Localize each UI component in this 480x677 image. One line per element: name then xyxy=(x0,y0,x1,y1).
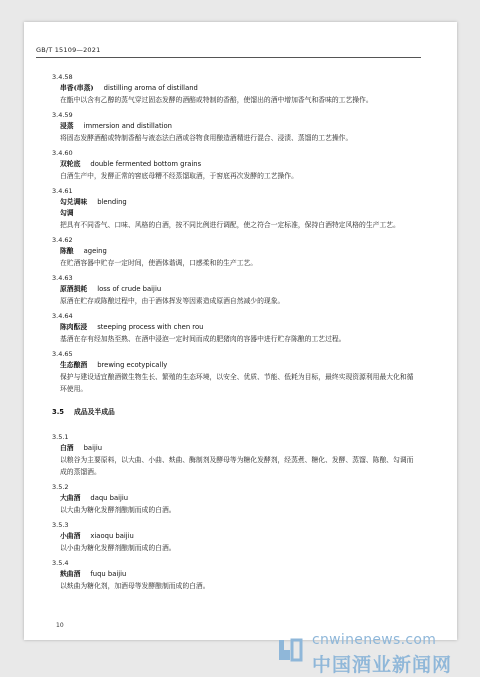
term-definition: 以小曲为糖化发酵剂酿制而成的白酒。 xyxy=(60,544,176,552)
term-definition: 将固态发酵酒醅或特制香醅与液态法白酒或谷物食用酿造酒精进行混合、浸渍、蒸馏的工艺操作。 xyxy=(60,134,353,142)
term-definition: 在贮酒容器中贮存一定时间，使酒体谐调，口感柔和的生产工艺。 xyxy=(60,259,258,267)
term-chinese: 串香(串蒸) xyxy=(60,84,94,92)
term-number: 3.5.4 xyxy=(52,559,69,567)
document-body xyxy=(52,72,420,596)
term-chinese: 陈酿 xyxy=(60,247,74,255)
entries-3-4 xyxy=(52,72,420,395)
term-line xyxy=(60,569,420,580)
term-english: brewing ecotypically xyxy=(97,361,168,369)
term-number: 3.4.58 xyxy=(52,73,73,81)
term-entry xyxy=(52,349,420,395)
term-chinese: 小曲酒 xyxy=(60,532,81,540)
term-entry xyxy=(52,273,420,307)
section-heading xyxy=(52,407,420,418)
term-english: immersion and distillation xyxy=(83,122,172,130)
term-english: baijiu xyxy=(83,444,103,452)
term-line xyxy=(60,121,420,132)
term-entry xyxy=(52,235,420,269)
term-chinese: 双轮底 xyxy=(60,160,81,168)
term-definition: 以粮谷为主要原料，以大曲、小曲、麸曲、酶制剂及酵母等为糖化发酵剂，经蒸煮、糖化、发酵、蒸馏、陈酿、勾调而成的蒸馏酒。 xyxy=(60,456,414,476)
term-definition: 基酒在存有经加热至熟、在酒中浸泡一定时间而成的肥猪肉的容器中进行贮存陈酿的工艺过程。 xyxy=(60,335,346,343)
term-chinese: 大曲酒 xyxy=(60,494,81,502)
term-entry xyxy=(52,432,420,478)
term-line xyxy=(60,284,420,295)
term-entry xyxy=(52,311,420,345)
term-chinese: 勾兑调味 xyxy=(60,198,88,206)
term-chinese: 麸曲酒 xyxy=(60,570,81,578)
watermark-url: cnwinenews.com xyxy=(312,632,437,648)
term-english: loss of crude baijiu xyxy=(97,285,162,293)
term-english: xiaoqu baijiu xyxy=(90,532,134,540)
term-number: 3.4.61 xyxy=(52,187,73,195)
cnwinenews-logo-icon xyxy=(276,636,304,664)
term-number: 3.4.60 xyxy=(52,149,73,157)
term-synonym-text: 勾调 xyxy=(60,209,74,217)
term-number: 3.4.65 xyxy=(52,350,73,358)
term-number: 3.4.62 xyxy=(52,236,73,244)
term-line xyxy=(60,493,420,504)
term-number: 3.4.63 xyxy=(52,274,73,282)
term-english: steeping process with chen rou xyxy=(97,323,204,331)
term-line xyxy=(60,443,420,454)
entries-3-5 xyxy=(52,432,420,592)
term-line xyxy=(60,159,420,170)
term-entry xyxy=(52,148,420,182)
term-chinese: 陈肉酝浸 xyxy=(60,323,88,331)
term-definition: 原酒在贮存或陈酿过程中，由于酒体挥发等因素造成原酒自然减少的现象。 xyxy=(60,297,285,305)
term-number: 3.5.3 xyxy=(52,521,69,529)
page-number: 10 xyxy=(56,622,64,629)
term-definition: 保护与建设适宜酿酒微生物生长、繁殖的生态环境，以安全、优质、节能、低耗为目标，最终实现资源利用最大化和循环使用。 xyxy=(60,373,414,393)
term-english: fuqu baijiu xyxy=(90,570,127,578)
term-number: 3.4.59 xyxy=(52,111,73,119)
term-chinese: 原酒损耗 xyxy=(60,285,88,293)
term-english: double fermented bottom grains xyxy=(90,160,202,168)
term-definition: 白酒生产中，发酵正常的窖底母糟不经蒸馏取酒，于窖底再次发酵的工艺操作。 xyxy=(60,172,298,180)
term-definition: 在甑中以含有乙醇的蒸气穿过固态发酵的酒醅或特制的香醅，使馏出的酒中增加香气和香味的工艺操作。 xyxy=(60,96,373,104)
term-line xyxy=(60,360,420,371)
term-english: distilling aroma of distilland xyxy=(103,84,198,92)
standard-code-header: GB/T 15109—2021 xyxy=(36,46,101,54)
term-chinese: 生态酿酒 xyxy=(60,361,88,369)
term-line xyxy=(60,322,420,333)
term-english: blending xyxy=(97,198,127,206)
section-number: 3.5 xyxy=(52,408,65,416)
term-english: daqu baijiu xyxy=(90,494,129,502)
term-english: ageing xyxy=(83,247,107,255)
term-number: 3.4.64 xyxy=(52,312,73,320)
term-number: 3.5.2 xyxy=(52,483,69,491)
term-synonym xyxy=(60,208,420,219)
term-line xyxy=(60,197,420,208)
term-line xyxy=(60,83,420,94)
term-entry xyxy=(52,110,420,144)
term-definition: 以麸曲为糖化剂，加酒母等发酵酿制而成的白酒。 xyxy=(60,582,210,590)
term-line xyxy=(60,531,420,542)
term-number: 3.5.1 xyxy=(52,433,69,441)
term-line xyxy=(60,246,420,257)
term-definition: 把具有不同香气、口味、风格的白酒，按不同比例进行调配，使之符合一定标准，保持白酒特定风格的生产工艺。 xyxy=(60,221,400,229)
term-entry xyxy=(52,520,420,554)
term-chinese: 浸蒸 xyxy=(60,122,74,130)
term-definition: 以大曲为糖化发酵剂酿制而成的白酒。 xyxy=(60,506,176,514)
section-title: 成品及半成品 xyxy=(74,408,115,416)
watermark-site-name: 中国酒业新闻网 xyxy=(312,654,453,676)
term-chinese: 白酒 xyxy=(60,444,74,452)
term-entry xyxy=(52,482,420,516)
term-entry xyxy=(52,558,420,592)
term-entry xyxy=(52,186,420,231)
term-entry xyxy=(52,72,420,106)
header-rule xyxy=(36,57,421,58)
